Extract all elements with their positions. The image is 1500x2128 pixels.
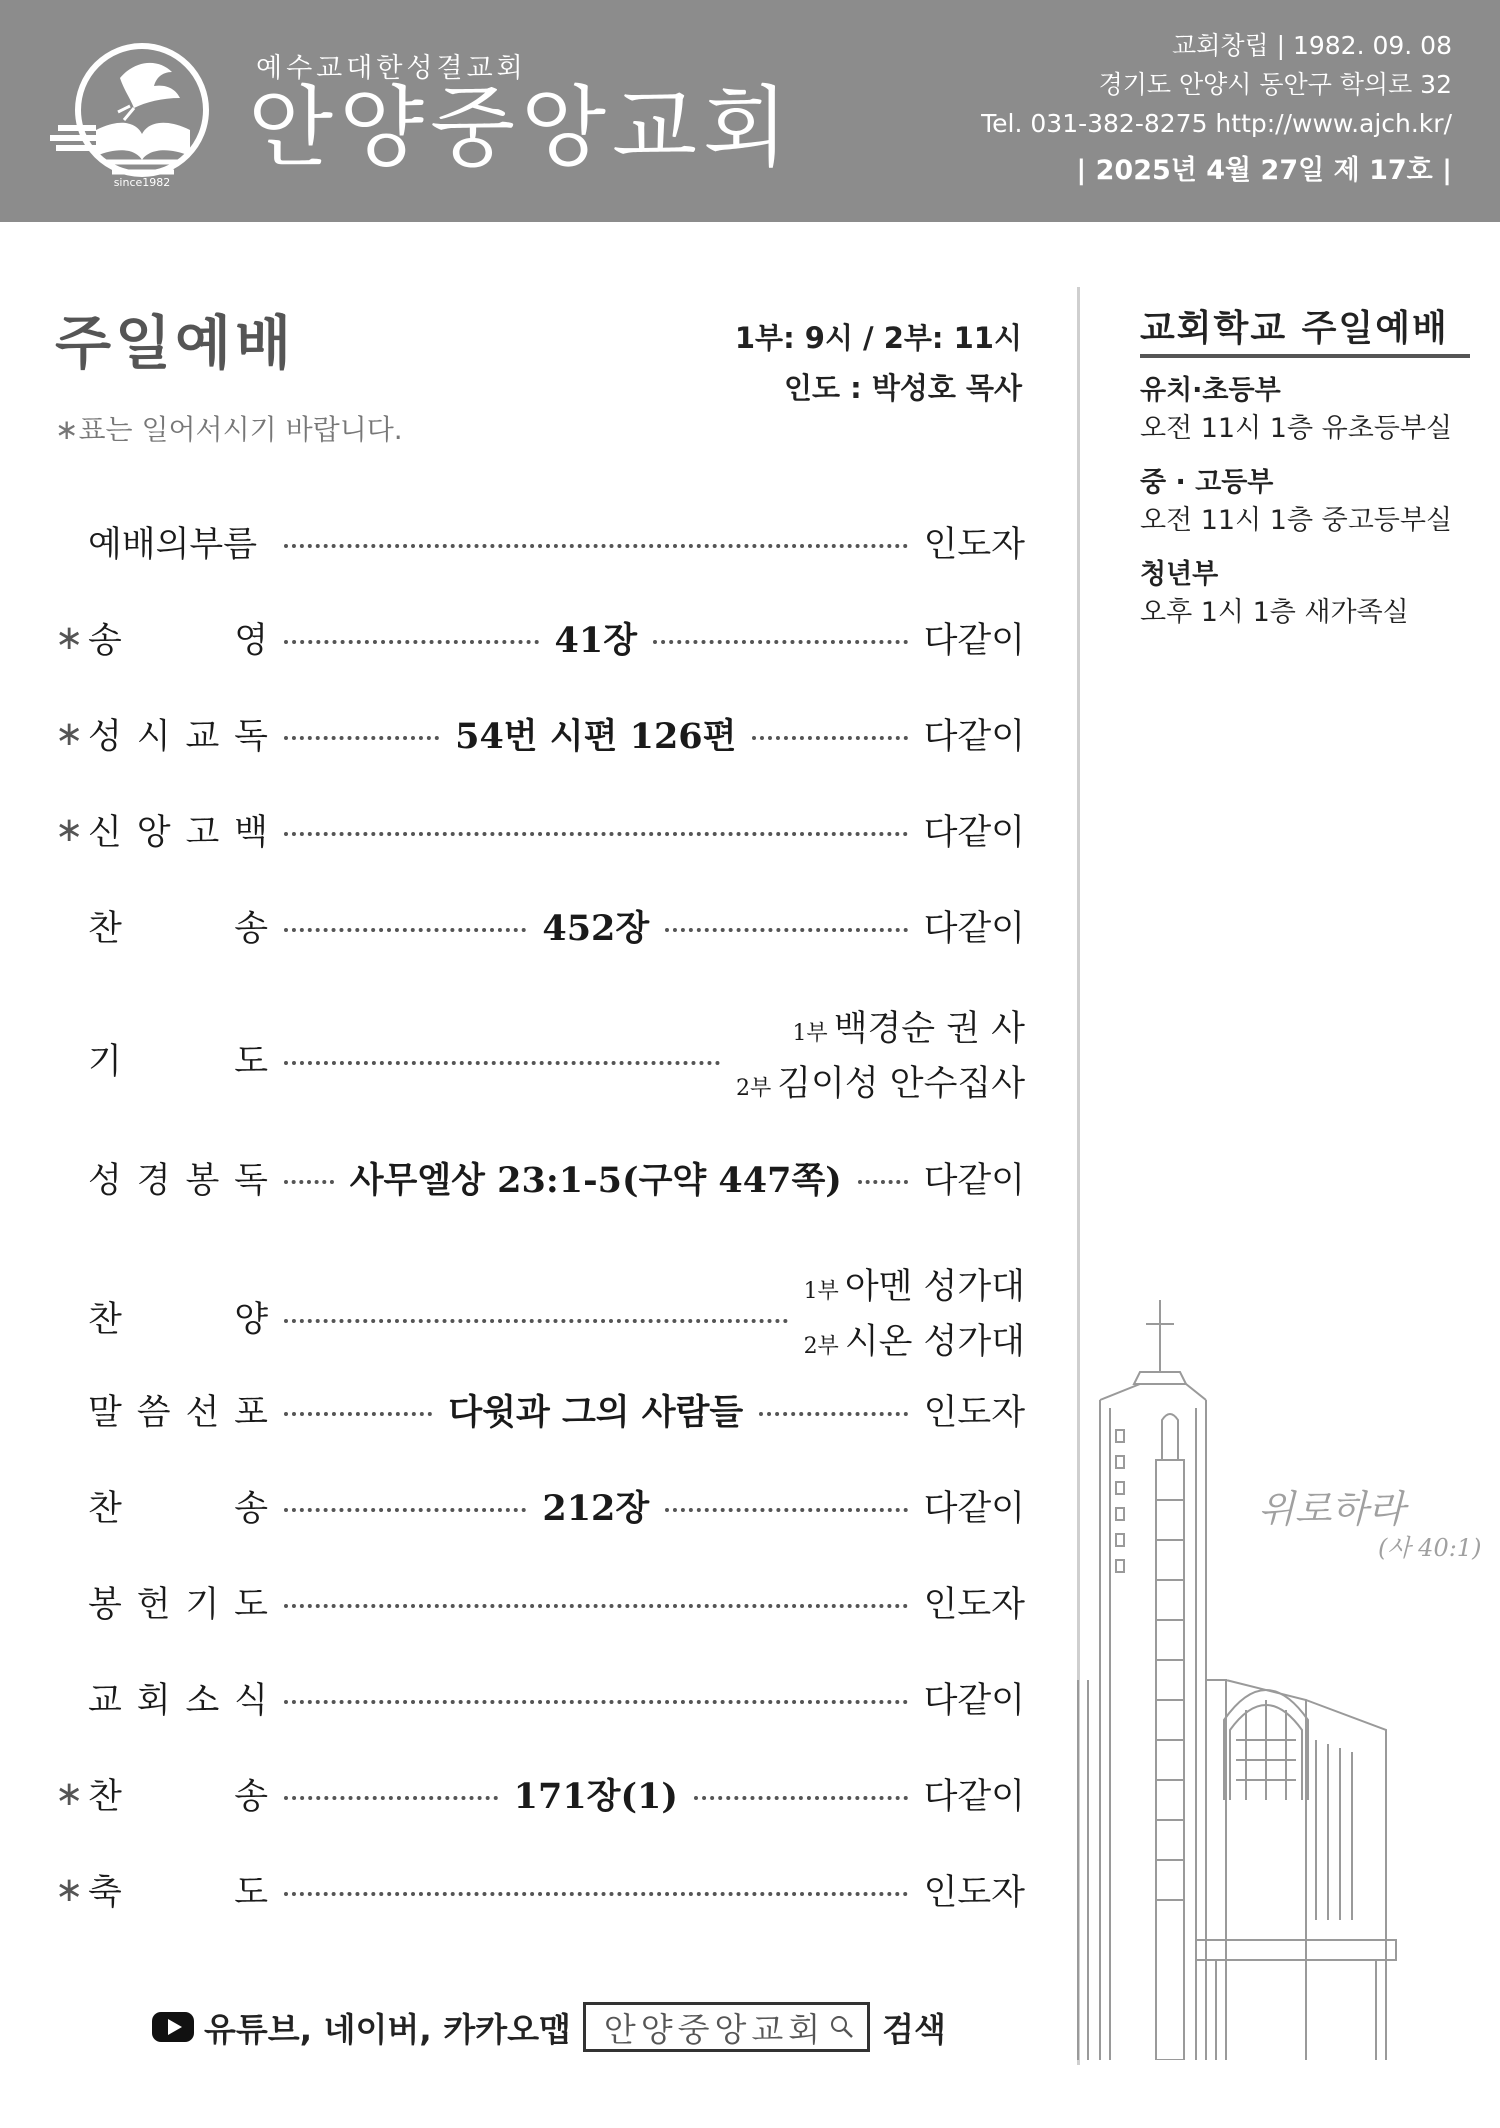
dot-leader xyxy=(284,1796,498,1800)
order-item-person: 인도자 xyxy=(923,1873,1025,1913)
order-item-name xyxy=(88,1153,268,1203)
order-row xyxy=(55,1380,1025,1440)
dot-leader xyxy=(284,640,539,644)
dot-leader xyxy=(284,1061,720,1065)
footer-search-hint xyxy=(152,2002,946,2052)
part-label: 1부 xyxy=(792,1021,828,1046)
service-leader: 인도 : 박성호 목사 xyxy=(784,371,1022,405)
dot-leader xyxy=(653,640,908,644)
order-item-name-char: 성 xyxy=(88,717,122,757)
order-item-name-char: 성 xyxy=(88,1161,122,1201)
order-row xyxy=(55,1572,1025,1632)
order-item-name-char: 기 xyxy=(185,1585,220,1625)
founded-date: 교회창립 | 1982. 09. 08 xyxy=(1172,31,1452,60)
order-item-name-char: 교 xyxy=(185,717,220,757)
order-item-name-char: 말 xyxy=(88,1393,122,1433)
order-item-name-char: 경 xyxy=(136,1161,171,1201)
denomination: 예수교대한성결교회 xyxy=(256,53,527,84)
order-row xyxy=(55,1764,1025,1824)
order-item-name xyxy=(88,901,268,951)
school-group-name: 청년부 xyxy=(1140,559,1219,590)
order-item-name-char: 축 xyxy=(88,1873,122,1913)
order-item-name-char: 도 xyxy=(234,1873,268,1913)
dot-leader xyxy=(284,1508,526,1512)
order-item-name-char: 기 xyxy=(88,1042,122,1082)
order-item-name-char: 양 xyxy=(234,1300,268,1340)
order-item-content: 다윗과 그의 사람들 xyxy=(448,1392,744,1433)
service-times: 1부: 9시 / 2부: 11시 xyxy=(734,321,1022,355)
order-item-persons xyxy=(736,1004,1025,1114)
order-item-name-char: 봉 xyxy=(185,1161,220,1201)
order-item-name-char: 소 xyxy=(185,1681,220,1721)
order-item-name-char: 고 xyxy=(185,813,220,853)
order-item-name xyxy=(88,805,268,855)
order-item-name-char: 찬 xyxy=(88,1300,122,1340)
order-item-content: 사무엘상 23:1-5(구약 447쪽) xyxy=(349,1160,842,1201)
order-item-persons xyxy=(804,1262,1025,1372)
order-item-content: 54번 시편 126편 xyxy=(455,716,737,757)
order-item-name-char: 앙 xyxy=(136,813,171,853)
church-logo xyxy=(50,38,220,194)
order-row xyxy=(55,896,1025,956)
issue-number: | 2025년 4월 27일 제 17호 | xyxy=(1076,155,1452,186)
standing-mark: ∗ xyxy=(55,714,84,754)
order-item-person: 다같이 xyxy=(923,621,1025,661)
order-item-name xyxy=(88,1673,268,1723)
order-item-name: 예배의부름 xyxy=(88,525,258,565)
order-item-name-char: 송 xyxy=(234,1489,268,1529)
search-text: 안양중앙교회 xyxy=(603,2009,826,2049)
order-item-name-char: 헌 xyxy=(136,1585,171,1625)
order-item-name-char: 도 xyxy=(234,1042,268,1082)
dot-leader xyxy=(284,1700,908,1704)
dot-leader xyxy=(858,1180,908,1184)
order-row xyxy=(55,1262,1025,1372)
dot-leader xyxy=(665,928,907,932)
order-item-content: 41장 xyxy=(554,620,638,661)
order-row xyxy=(55,1476,1025,1536)
order-item-name xyxy=(88,613,268,663)
person-name: 아멘 성가대 xyxy=(844,1267,1025,1307)
order-row xyxy=(55,1148,1025,1208)
order-item-name xyxy=(88,1292,268,1342)
order-item-name-char: 신 xyxy=(88,813,122,853)
standing-mark: ∗ xyxy=(55,618,84,658)
header-banner xyxy=(0,0,1500,222)
order-item-name-char: 영 xyxy=(234,621,268,661)
dot-leader xyxy=(284,928,526,932)
order-row xyxy=(55,1860,1025,1920)
search-box[interactable] xyxy=(583,2002,870,2052)
school-group-name: 유치·초등부 xyxy=(1140,375,1281,406)
dot-leader xyxy=(759,1412,907,1416)
order-item-person: 다같이 xyxy=(923,717,1026,757)
school-group-detail: 오전 11시 1층 유초등부실 xyxy=(1140,413,1453,444)
order-item-name-char: 독 xyxy=(234,717,268,757)
dot-leader xyxy=(284,1180,334,1184)
order-item-name-char: 선 xyxy=(185,1393,220,1433)
verse-reference: (사 40:1) xyxy=(1378,1534,1482,1562)
footer-search-label: 검색 xyxy=(882,2009,946,2049)
order-row xyxy=(55,608,1025,668)
order-item-name-char: 송 xyxy=(234,1777,268,1817)
person-name: 백경순 권 사 xyxy=(833,1009,1025,1049)
order-item-name xyxy=(88,1034,268,1084)
order-row xyxy=(55,704,1025,764)
footer-platforms: 유튜브, 네이버, 카카오맵 xyxy=(204,2009,571,2049)
school-group xyxy=(1140,464,1452,540)
dot-leader xyxy=(284,1319,788,1323)
verse-text: 위로하라 xyxy=(1258,1487,1405,1531)
school-group xyxy=(1140,372,1452,448)
dot-leader xyxy=(284,544,908,548)
worship-title: 주일예배 xyxy=(55,309,296,377)
church-name: 안양중앙교회 xyxy=(248,76,795,179)
order-item-name-char: 도 xyxy=(234,1585,268,1625)
dot-leader xyxy=(284,736,439,740)
order-item-person: 인도자 xyxy=(923,1585,1025,1625)
order-item-name-char: 찬 xyxy=(88,1777,122,1817)
order-item-name-char: 송 xyxy=(88,621,122,661)
person-line xyxy=(804,1262,1025,1317)
logo-since: since1982 xyxy=(113,176,171,189)
order-item-person: 다같이 xyxy=(923,1681,1025,1721)
person-line xyxy=(804,1317,1025,1372)
order-item-name-char: 송 xyxy=(234,909,268,949)
dot-leader xyxy=(284,1892,908,1896)
youtube-icon xyxy=(152,2012,194,2042)
order-item-content: 212장 xyxy=(542,1488,650,1529)
order-item-name-char: 포 xyxy=(234,1393,268,1433)
part-label: 1부 xyxy=(803,1279,839,1304)
address: 경기도 안양시 동안구 학의로 32 xyxy=(1098,70,1452,99)
order-item-name-char: 찬 xyxy=(88,1489,122,1529)
part-label: 2부 xyxy=(803,1334,839,1359)
person-name: 시온 성가대 xyxy=(844,1322,1025,1362)
order-item-name xyxy=(88,1865,268,1915)
order-item-name-char: 씀 xyxy=(136,1393,171,1433)
order-row xyxy=(55,1668,1025,1728)
order-item-person: 다같이 xyxy=(923,813,1025,853)
standing-mark: ∗ xyxy=(55,1870,84,1910)
school-group xyxy=(1140,556,1409,632)
order-item-name-char: 봉 xyxy=(88,1585,122,1625)
church-building-illustration xyxy=(1076,1300,1436,2060)
standing-mark: ∗ xyxy=(55,1774,84,1814)
part-label: 2부 xyxy=(735,1076,772,1101)
standing-mark: ∗ xyxy=(55,810,84,850)
order-row xyxy=(55,512,1025,572)
dot-leader xyxy=(665,1508,907,1512)
person-line xyxy=(736,1059,1025,1114)
header-info xyxy=(981,26,1452,190)
order-item-content: 171장(1) xyxy=(513,1776,678,1817)
order-item-person: 다같이 xyxy=(923,909,1025,949)
person-name: 김이성 안수집사 xyxy=(777,1064,1025,1104)
dot-leader xyxy=(284,832,908,836)
school-title: 교회학교 주일예배 xyxy=(1140,308,1449,349)
school-group-detail: 오전 11시 1층 중고등부실 xyxy=(1140,505,1453,536)
school-group-name: 중 · 고등부 xyxy=(1140,467,1274,498)
order-item-name-char: 시 xyxy=(136,717,171,757)
person-line xyxy=(736,1004,1025,1059)
order-item-name xyxy=(88,1385,268,1435)
order-item-name xyxy=(88,709,268,759)
standing-note: ∗표는 일어서시기 바랍니다. xyxy=(55,413,403,446)
order-row xyxy=(55,1004,1025,1114)
order-item-name-char: 회 xyxy=(136,1681,171,1721)
order-item-name xyxy=(88,1481,268,1531)
order-item-person: 다같이 xyxy=(923,1777,1025,1817)
order-item-person: 인도자 xyxy=(923,525,1025,565)
order-row xyxy=(55,800,1025,860)
order-item-name-char: 식 xyxy=(234,1681,268,1721)
order-item-name-char: 독 xyxy=(234,1161,268,1201)
order-item-content: 452장 xyxy=(542,908,650,949)
dot-leader xyxy=(752,736,907,740)
order-item-person: 인도자 xyxy=(923,1393,1026,1433)
school-title-underline xyxy=(1140,354,1470,358)
dot-leader xyxy=(694,1796,908,1800)
order-item-person: 다같이 xyxy=(923,1161,1025,1201)
school-group-detail: 오후 1시 1층 새가족실 xyxy=(1140,597,1409,628)
order-item-name xyxy=(88,1769,268,1819)
dot-leader xyxy=(284,1412,432,1416)
search-icon xyxy=(829,2014,855,2040)
dot-leader xyxy=(284,1604,908,1608)
order-item-name-char: 교 xyxy=(88,1681,122,1721)
contact[interactable]: Tel. 031-382-8275 http://www.ajch.kr/ xyxy=(981,109,1452,138)
order-item-name xyxy=(88,1577,268,1627)
order-item-person: 다같이 xyxy=(923,1489,1025,1529)
order-item-name-char: 찬 xyxy=(88,909,122,949)
order-item-name-char: 백 xyxy=(234,813,268,853)
